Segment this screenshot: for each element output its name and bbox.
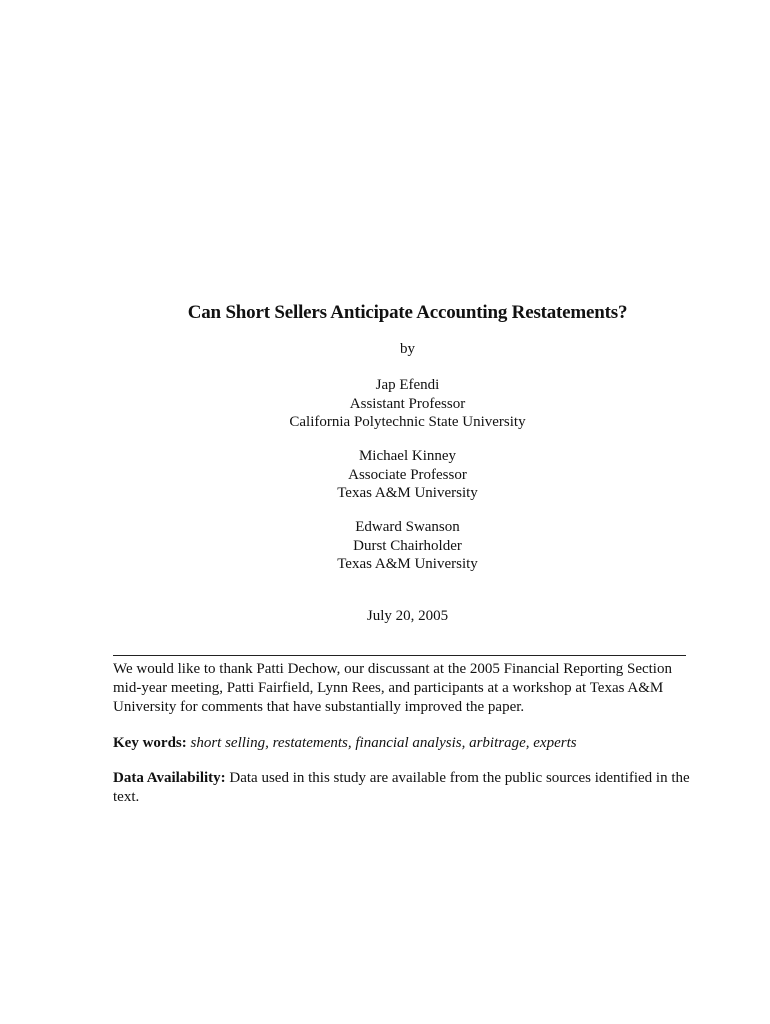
keywords-text: short selling, restatements, financial analysis, arbitrage, experts	[190, 735, 577, 751]
data-availability-label: Data Availability:	[113, 770, 226, 786]
author-affiliation: Texas A&M University	[337, 485, 478, 501]
acknowledgment-text: We would like to thank Patti Dechow, our discussant at the 2005 Financial Reporting Section mid-year meeting, Patti Fairfield, Lynn Rees, and participants at a workshop at Texas A&M University for comments that have substantially improved the paper.	[113, 661, 672, 715]
author-position: Assistant Professor	[349, 395, 466, 412]
paper-title: Can Short Sellers Anticipate Accounting Restatements?	[187, 302, 628, 323]
author-name: Jap Efendi	[375, 377, 440, 393]
data-availability-line	[113, 769, 703, 807]
author-block	[0, 376, 770, 432]
author-name: Edward Swanson	[355, 519, 460, 535]
footnote-divider	[113, 655, 686, 656]
author-position: Associate Professor	[348, 466, 467, 483]
author-position: Durst Chairholder	[353, 537, 462, 554]
keywords-line	[113, 734, 703, 753]
author-block	[0, 518, 770, 574]
author-block	[0, 447, 770, 503]
author-affiliation: California Polytechnic State University	[289, 414, 526, 430]
author-affiliation: Texas A&M University	[337, 556, 478, 572]
author-name: Michael Kinney	[358, 448, 457, 464]
keywords-label: Key words:	[113, 735, 187, 751]
data-availability-text: Data used in this study are available from the public sources identified in the text.	[113, 770, 690, 805]
paper-date: July 20, 2005	[366, 608, 449, 624]
by-line: by	[400, 341, 415, 357]
